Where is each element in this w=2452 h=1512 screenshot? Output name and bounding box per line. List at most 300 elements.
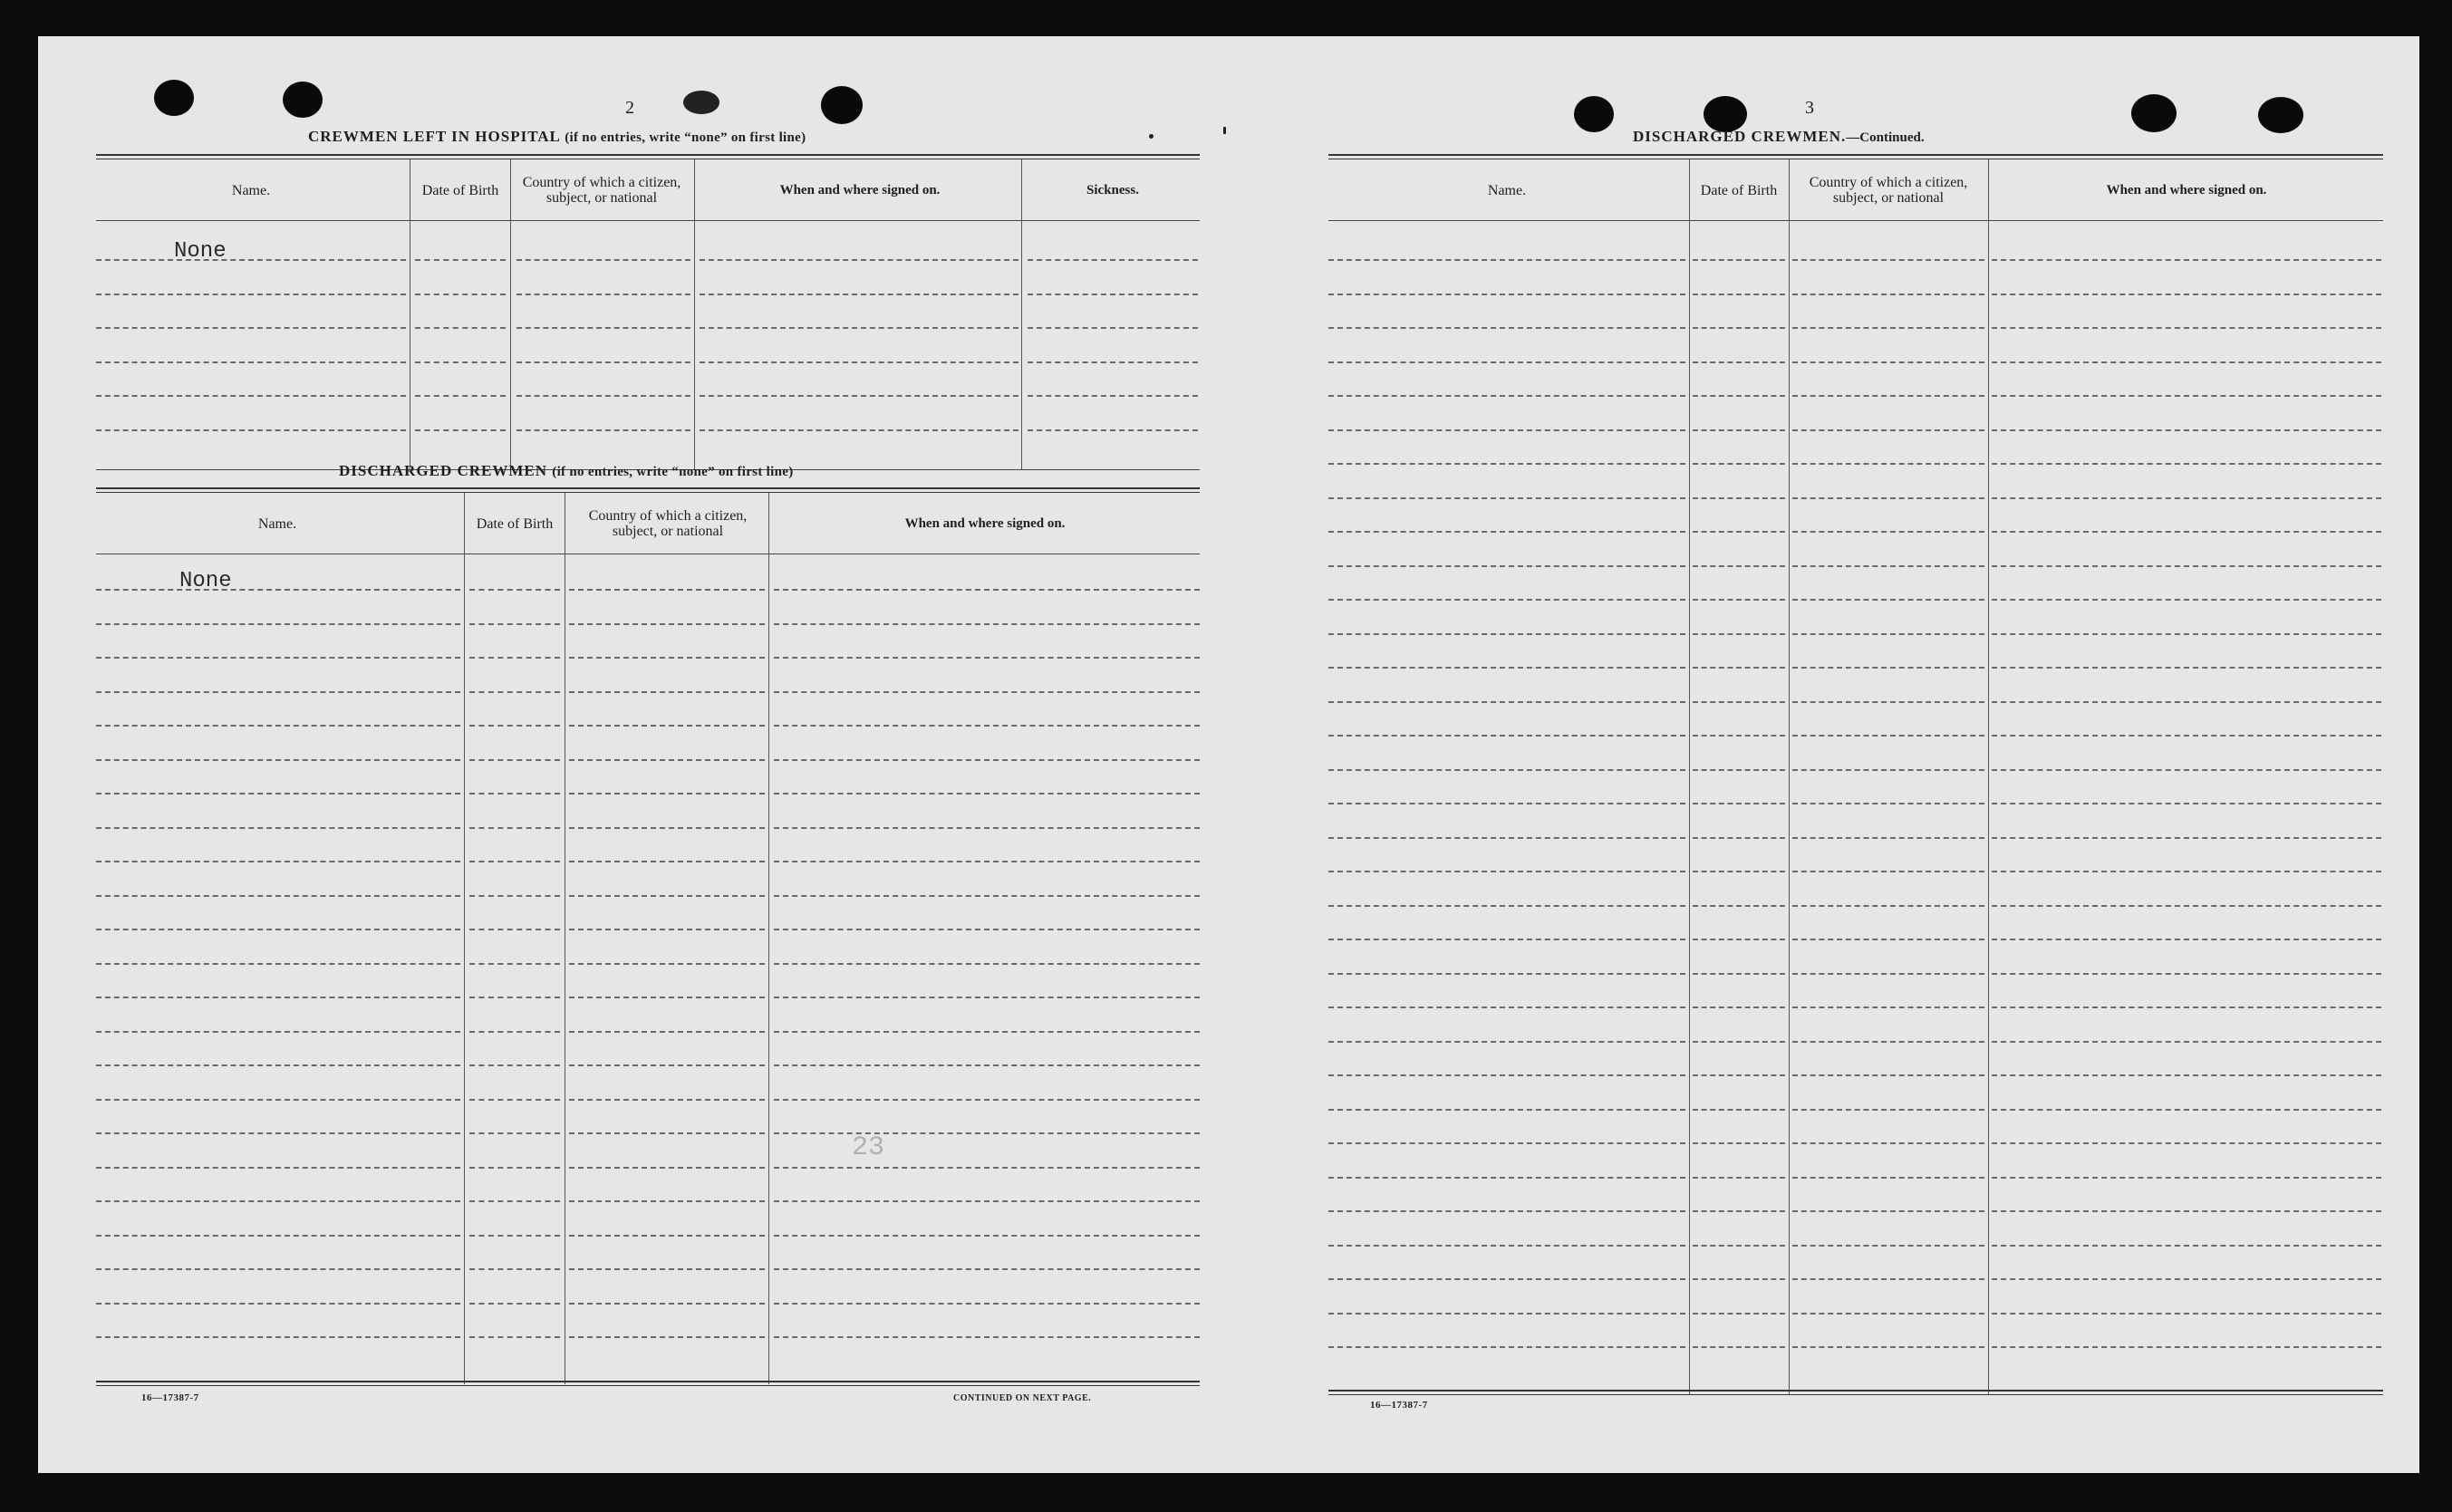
- ruled-line: [96, 259, 406, 261]
- ruled-line: [1992, 701, 2381, 703]
- ruled-line: [1992, 1177, 2381, 1179]
- ruled-line: [96, 1132, 460, 1134]
- ruled-line: [1992, 1313, 2381, 1315]
- ruled-line: [774, 1167, 1200, 1169]
- ruled-line: [1328, 1346, 1685, 1348]
- ruled-line: [774, 657, 1200, 659]
- ruled-line: [774, 793, 1200, 795]
- ruled-line: [569, 861, 765, 862]
- ruled-line: [1328, 1074, 1685, 1076]
- ruled-line: [1693, 599, 1785, 601]
- ruled-line: [96, 1031, 460, 1033]
- ruled-line: [1992, 1041, 2381, 1043]
- ruled-line: [469, 997, 560, 998]
- ruled-line: [1693, 294, 1785, 295]
- ruled-line: [774, 1336, 1200, 1338]
- ruled-line: [1693, 667, 1785, 669]
- ruled-line: [569, 1099, 765, 1101]
- ruled-line: [700, 429, 1018, 431]
- hospital-section-title: [308, 128, 806, 146]
- ruled-line: [1693, 837, 1785, 839]
- ruled-line: [774, 1099, 1200, 1101]
- ruled-line: [1992, 667, 2381, 669]
- ruled-line: [96, 429, 406, 431]
- ruled-line: [469, 589, 560, 591]
- ruled-line: [1992, 429, 2381, 431]
- discharged-header-signed: When and where signed on.: [904, 515, 1066, 531]
- ruled-line: [1693, 871, 1785, 872]
- ruled-line: [569, 793, 765, 795]
- ruled-line: [516, 395, 690, 397]
- column-divider: [1789, 159, 1790, 1395]
- ruled-line: [469, 657, 560, 659]
- ruled-line: [1992, 395, 2381, 397]
- ruled-line: [1792, 361, 1984, 363]
- ruled-line: [96, 895, 460, 897]
- ruled-line: [469, 895, 560, 897]
- ruled-line: [1693, 1109, 1785, 1111]
- ruled-line: [1028, 429, 1198, 431]
- ruled-line: [1792, 1210, 1984, 1212]
- right-title-suffix: —Continued.: [1846, 130, 1925, 145]
- ruled-line: [774, 691, 1200, 693]
- ruled-line: [469, 1031, 560, 1033]
- right-page: [1225, 36, 2419, 1473]
- ruled-line: [569, 1167, 765, 1169]
- ruled-line: [700, 395, 1018, 397]
- ruled-line: [1328, 463, 1685, 465]
- punch-hole: [1574, 96, 1614, 132]
- ruled-line: [469, 1268, 560, 1270]
- ruled-line: [96, 1200, 460, 1202]
- ruled-line: [1992, 769, 2381, 771]
- ruled-line: [1328, 1278, 1685, 1280]
- ruled-line: [96, 827, 460, 829]
- ruled-line: [469, 963, 560, 965]
- ruled-line: [96, 1064, 460, 1066]
- ruled-line: [1992, 939, 2381, 940]
- ruled-line: [1328, 565, 1685, 567]
- ruled-line: [469, 1336, 560, 1338]
- ruled-line: [415, 259, 506, 261]
- ruled-line: [415, 395, 506, 397]
- ruled-line: [1693, 735, 1785, 737]
- hospital-header-dob: Date of Birth: [421, 182, 499, 198]
- ruled-line: [1992, 497, 2381, 499]
- ruled-line: [1693, 939, 1785, 940]
- ruled-line: [774, 929, 1200, 930]
- ruled-line: [1792, 633, 1984, 635]
- ruled-line: [1328, 701, 1685, 703]
- ruled-line: [569, 929, 765, 930]
- ruled-line: [1992, 531, 2381, 533]
- ruled-line: [1992, 565, 2381, 567]
- ruled-line: [1992, 1074, 2381, 1076]
- ruled-line: [774, 1268, 1200, 1270]
- ruled-line: [700, 327, 1018, 329]
- right-header-country: Country of which a citizen, subject, or national: [1809, 175, 1968, 206]
- ruled-line: [96, 929, 460, 930]
- ruled-line: [96, 861, 460, 862]
- ruled-line: [96, 361, 406, 363]
- ruled-line: [1992, 1006, 2381, 1008]
- punch-hole: [154, 80, 194, 116]
- ruled-line: [1693, 1346, 1785, 1348]
- right-header-name: Name.: [1487, 182, 1527, 198]
- ruled-line: [1328, 497, 1685, 499]
- discharged-title-text: DISCHARGED CREWMEN: [339, 462, 548, 479]
- ruled-line: [1992, 735, 2381, 737]
- ruled-line: [1328, 837, 1685, 839]
- ruled-line: [774, 623, 1200, 625]
- ruled-line: [1328, 1245, 1685, 1247]
- ruled-line: [1992, 905, 2381, 907]
- ruled-line: [774, 827, 1200, 829]
- discharged-bottom-rule: [96, 1381, 1200, 1386]
- column-divider: [1988, 159, 1989, 1395]
- right-title-text: DISCHARGED CREWMEN.: [1633, 128, 1847, 145]
- ruled-line: [1028, 361, 1198, 363]
- ruled-line: [469, 691, 560, 693]
- ruled-line: [1792, 735, 1984, 737]
- hospital-header-rule: [96, 220, 1200, 221]
- ruled-line: [1328, 905, 1685, 907]
- ruled-line: [569, 1064, 765, 1066]
- punch-hole: [2258, 97, 2303, 133]
- ruled-line: [469, 1132, 560, 1134]
- page-number: 2: [625, 98, 634, 118]
- ruled-line: [1328, 1142, 1685, 1144]
- ruled-line: [1792, 599, 1984, 601]
- ruled-line: [1792, 1074, 1984, 1076]
- ruled-line: [1328, 769, 1685, 771]
- ruled-line: [1693, 395, 1785, 397]
- ruled-line: [1328, 1313, 1685, 1315]
- ruled-line: [1792, 939, 1984, 940]
- ruled-line: [469, 929, 560, 930]
- ruled-line: [1693, 701, 1785, 703]
- punch-hole: [283, 82, 323, 118]
- ruled-line: [1792, 429, 1984, 431]
- ruled-line: [1992, 327, 2381, 329]
- ruled-line: [1328, 1210, 1685, 1212]
- discharged-header-dob: Date of Birth: [476, 515, 554, 532]
- discharged-header-country: Country of which a citizen, subject, or national: [588, 508, 748, 539]
- right-bottom-rule: [1328, 1390, 2383, 1395]
- ruled-line: [1792, 294, 1984, 295]
- ruled-line: [516, 259, 690, 261]
- ruled-line: [1328, 294, 1685, 295]
- continued-note: CONTINUED ON NEXT PAGE.: [953, 1393, 1092, 1403]
- ruled-line: [1693, 327, 1785, 329]
- ruled-line: [1792, 259, 1984, 261]
- ruled-line: [1992, 1142, 2381, 1144]
- ruled-line: [1693, 565, 1785, 567]
- form-number: 16—17387-7: [141, 1392, 199, 1403]
- ruled-line: [1028, 294, 1198, 295]
- ruled-line: [569, 691, 765, 693]
- ruled-line: [569, 827, 765, 829]
- ruled-line: [1328, 429, 1685, 431]
- ruled-line: [1693, 803, 1785, 804]
- ruled-line: [516, 327, 690, 329]
- ruled-line: [469, 1303, 560, 1305]
- ruled-line: [1328, 939, 1685, 940]
- ruled-line: [1792, 1278, 1984, 1280]
- ruled-line: [569, 1268, 765, 1270]
- ruled-line: [1693, 1278, 1785, 1280]
- ruled-line: [96, 1235, 460, 1237]
- ruled-line: [1328, 327, 1685, 329]
- ruled-line: [1693, 429, 1785, 431]
- ruled-line: [96, 691, 460, 693]
- hospital-instruction: (if no entries, write “none” on first line): [565, 130, 806, 145]
- punch-fragment: [683, 91, 719, 114]
- ruled-line: [1992, 973, 2381, 975]
- column-divider: [1689, 159, 1690, 1395]
- punch-hole: [1704, 96, 1747, 132]
- ruled-line: [469, 1200, 560, 1202]
- ruled-line: [1792, 1346, 1984, 1348]
- ruled-line: [96, 589, 460, 591]
- ruled-line: [516, 361, 690, 363]
- discharged-instruction: (if no entries, write “none” on first line): [552, 465, 794, 479]
- ruled-line: [469, 759, 560, 761]
- ruled-line: [1328, 361, 1685, 363]
- ruled-line: [1693, 973, 1785, 975]
- ruled-line: [1792, 837, 1984, 839]
- ruled-line: [569, 725, 765, 727]
- hospital-entry-text: None: [174, 239, 227, 264]
- ruled-line: [469, 1064, 560, 1066]
- ruled-line: [1328, 599, 1685, 601]
- ruled-line: [569, 997, 765, 998]
- ruled-line: [1328, 531, 1685, 533]
- hospital-header-country: Country of which a citizen, subject, or national: [522, 175, 681, 206]
- ruled-line: [96, 1268, 460, 1270]
- ruled-line: [96, 963, 460, 965]
- ruled-line: [415, 294, 506, 295]
- ruled-line: [569, 895, 765, 897]
- ruled-line: [1792, 1109, 1984, 1111]
- ruled-line: [1328, 395, 1685, 397]
- ruled-line: [569, 623, 765, 625]
- discharged-section-title: [339, 462, 794, 480]
- ruled-line: [1992, 1278, 2381, 1280]
- ruled-line: [1992, 1109, 2381, 1111]
- ruled-line: [1328, 973, 1685, 975]
- ruled-line: [469, 1235, 560, 1237]
- ruled-line: [700, 361, 1018, 363]
- ruled-line: [1792, 395, 1984, 397]
- ruled-line: [1792, 1006, 1984, 1008]
- ruled-line: [1693, 905, 1785, 907]
- ruled-line: [1693, 497, 1785, 499]
- ruled-line: [569, 1132, 765, 1134]
- ruled-line: [1693, 361, 1785, 363]
- ruled-line: [96, 1167, 460, 1169]
- ruled-line: [96, 759, 460, 761]
- document-sheet: [38, 36, 2419, 1473]
- ruled-line: [1992, 1210, 2381, 1212]
- ruled-line: [1028, 395, 1198, 397]
- ruled-line: [1792, 1313, 1984, 1315]
- ruled-line: [415, 429, 506, 431]
- ruled-line: [469, 793, 560, 795]
- right-section-title: [1633, 128, 1925, 146]
- ruled-line: [1792, 667, 1984, 669]
- ruled-line: [469, 725, 560, 727]
- ruled-line: [1328, 803, 1685, 804]
- hospital-title-text: CREWMEN LEFT IN HOSPITAL: [308, 128, 560, 145]
- ruled-line: [1693, 1210, 1785, 1212]
- ruled-line: [1693, 1074, 1785, 1076]
- punch-hole: [821, 86, 863, 124]
- ruled-line: [96, 395, 406, 397]
- ruled-line: [469, 623, 560, 625]
- ruled-line: [569, 1200, 765, 1202]
- ruled-line: [569, 963, 765, 965]
- ruled-line: [1792, 565, 1984, 567]
- ruled-line: [1792, 463, 1984, 465]
- discharged-entry-text: None: [179, 569, 232, 593]
- ruled-line: [1693, 531, 1785, 533]
- ruled-line: [1693, 259, 1785, 261]
- ruled-line: [1992, 633, 2381, 635]
- column-divider: [694, 159, 695, 469]
- ruled-line: [516, 429, 690, 431]
- column-divider: [464, 493, 465, 1384]
- ruled-line: [1792, 1041, 1984, 1043]
- ruled-line: [415, 361, 506, 363]
- column-divider: [768, 493, 769, 1384]
- ruled-line: [774, 1235, 1200, 1237]
- ruled-line: [96, 623, 460, 625]
- page-number: 3: [1805, 98, 1814, 118]
- ruled-line: [1693, 1142, 1785, 1144]
- ruled-line: [569, 1031, 765, 1033]
- ruled-line: [1792, 531, 1984, 533]
- ruled-line: [569, 1303, 765, 1305]
- ruled-line: [1792, 905, 1984, 907]
- ruled-line: [774, 1303, 1200, 1305]
- ruled-line: [1992, 463, 2381, 465]
- ruled-line: [1992, 1245, 2381, 1247]
- ruled-line: [1693, 463, 1785, 465]
- ruled-line: [1328, 259, 1685, 261]
- ruled-line: [96, 327, 406, 329]
- ruled-line: [1992, 294, 2381, 295]
- ruled-line: [1693, 633, 1785, 635]
- ruled-line: [469, 827, 560, 829]
- ruled-line: [774, 759, 1200, 761]
- ruled-line: [1992, 803, 2381, 804]
- ruled-line: [700, 294, 1018, 295]
- ruled-line: [96, 657, 460, 659]
- right-header-signed: When and where signed on.: [2106, 182, 2267, 197]
- ruled-line: [1328, 667, 1685, 669]
- right-header-dob: Date of Birth: [1700, 182, 1778, 198]
- ruled-line: [1992, 837, 2381, 839]
- ruled-line: [774, 1031, 1200, 1033]
- ruled-line: [774, 1064, 1200, 1066]
- ruled-line: [1992, 259, 2381, 261]
- ruled-line: [774, 1200, 1200, 1202]
- discharged-header-name: Name.: [257, 515, 297, 532]
- ruled-line: [569, 1235, 765, 1237]
- ruled-line: [1792, 327, 1984, 329]
- ruled-line: [1028, 327, 1198, 329]
- ruled-line: [1693, 1041, 1785, 1043]
- ruled-line: [516, 294, 690, 295]
- ruled-line: [1992, 1346, 2381, 1348]
- punch-hole: [2131, 94, 2177, 132]
- hospital-header-name: Name.: [231, 182, 271, 198]
- ruled-line: [774, 1132, 1200, 1134]
- ruled-line: [1792, 871, 1984, 872]
- ruled-line: [774, 725, 1200, 727]
- column-divider: [510, 159, 511, 469]
- ruled-line: [700, 259, 1018, 261]
- hospital-header-sickness: Sickness.: [1086, 182, 1139, 197]
- ruled-line: [569, 657, 765, 659]
- ruled-line: [1028, 259, 1198, 261]
- ruled-line: [1693, 1313, 1785, 1315]
- ruled-line: [774, 861, 1200, 862]
- ruled-line: [1992, 871, 2381, 872]
- ruled-line: [1328, 1109, 1685, 1111]
- ruled-line: [96, 1336, 460, 1338]
- ruled-line: [1693, 1177, 1785, 1179]
- ink-speck: [1149, 134, 1154, 139]
- ruled-line: [1792, 803, 1984, 804]
- ruled-line: [96, 294, 406, 295]
- ruled-line: [774, 895, 1200, 897]
- ruled-line: [1693, 769, 1785, 771]
- column-divider: [1021, 159, 1022, 469]
- ruled-line: [1792, 973, 1984, 975]
- form-number: 16—17387-7: [1370, 1400, 1428, 1411]
- left-page: [38, 36, 1225, 1473]
- ruled-line: [774, 963, 1200, 965]
- ruled-line: [469, 861, 560, 862]
- ruled-line: [1693, 1245, 1785, 1247]
- ruled-line: [1328, 633, 1685, 635]
- ruled-line: [1328, 1041, 1685, 1043]
- faint-stamp: 23: [852, 1132, 885, 1163]
- ruled-line: [96, 793, 460, 795]
- ruled-line: [96, 725, 460, 727]
- right-header-rule: [1328, 220, 2383, 221]
- ruled-line: [96, 997, 460, 998]
- ruled-line: [774, 997, 1200, 998]
- ruled-line: [1792, 497, 1984, 499]
- ruled-line: [569, 759, 765, 761]
- ruled-line: [1792, 701, 1984, 703]
- ruled-line: [1328, 735, 1685, 737]
- ruled-line: [1328, 871, 1685, 872]
- ruled-line: [1328, 1177, 1685, 1179]
- ruled-line: [469, 1099, 560, 1101]
- ruled-line: [1693, 1006, 1785, 1008]
- ruled-line: [469, 1167, 560, 1169]
- ruled-line: [569, 589, 765, 591]
- ruled-line: [1792, 769, 1984, 771]
- ruled-line: [1792, 1142, 1984, 1144]
- ruled-line: [96, 1303, 460, 1305]
- hospital-header-signed: When and where signed on.: [779, 182, 941, 197]
- ruled-line: [1992, 599, 2381, 601]
